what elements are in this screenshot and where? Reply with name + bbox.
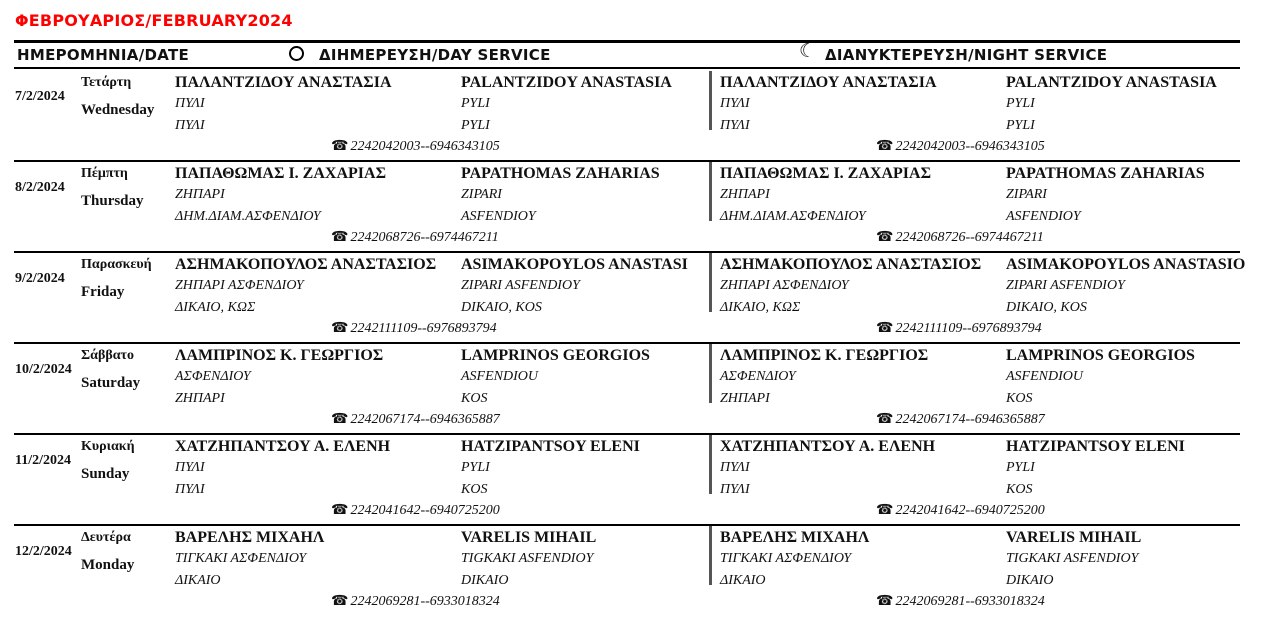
night-address-line1-latin: ASFENDIOU: [1006, 369, 1083, 384]
night-pharmacist-name-latin: ASIMAKOPOYLOS ANASTASIO: [1006, 256, 1246, 273]
table-row: [0, 433, 1272, 524]
day-address-line2-greek: ΠΥΛΙ: [175, 118, 205, 133]
night-pharmacist-name-latin: HATZIPANTSOY ELENI: [1006, 438, 1185, 455]
night-pharmacist-name-latin: PALANTZIDOY ANASTASIA: [1006, 74, 1217, 91]
day-address-line2-latin: DIKAIO, KOS: [461, 300, 542, 315]
night-address-line2-greek: ΔΗΜ.ΔΙΑΜ.ΑΣΦΕΝΔΙΟΥ: [720, 209, 866, 224]
day-address-line2-greek: ΖΗΠΑΡΙ: [175, 391, 225, 406]
weekday-greek: Πέμπτη: [81, 166, 128, 181]
night-phone: [876, 320, 1042, 337]
day-phone: [331, 502, 500, 519]
day-address-line1-greek: ΖΗΠΑΡΙ ΑΣΦΕΝΔΙΟΥ: [175, 278, 304, 293]
table-row: [0, 69, 1272, 160]
row-date: 11/2/2024: [15, 453, 72, 468]
night-pharmacist-name-greek: ΠΑΠΑΘΩΜΑΣ Ι. ΖΑΧΑΡΙΑΣ: [720, 165, 932, 182]
night-address-line2-latin: PYLI: [1006, 118, 1035, 133]
weekday-english: Wednesday: [81, 102, 155, 118]
night-address-line2-latin: KOS: [1006, 482, 1033, 497]
day-pharmacist-name-greek: ΑΣΗΜΑΚΟΠΟΥΛΟΣ ΑΝΑΣΤΑΣΙΟΣ: [175, 256, 437, 273]
weekday-greek: Τετάρτη: [81, 75, 132, 90]
day-address-line2-latin: PYLI: [461, 118, 490, 133]
row-separator: [14, 251, 1240, 253]
weekday-greek: Κυριακή: [81, 439, 135, 454]
header-top-rule: [14, 40, 1240, 43]
table-row: [0, 251, 1272, 342]
phone-number: 2242041642--6940725200: [350, 503, 500, 518]
weekday-greek: Δευτέρα: [81, 530, 131, 545]
day-pharmacist-name-greek: ΧΑΤΖΗΠΑΝΤΣΟΥ Α. ΕΛΕΝΗ: [175, 438, 391, 455]
phone-icon: ☎: [876, 502, 894, 518]
phone-number: 2242111109--6976893794: [350, 321, 497, 336]
phone-number: 2242067174--6946365887: [895, 412, 1045, 427]
table-row: [0, 524, 1272, 615]
night-phone: [876, 229, 1044, 246]
night-address-line1-latin: ZIPARI ASFENDIOY: [1006, 278, 1125, 293]
moon-icon: ☾: [799, 40, 817, 62]
night-pharmacist-name-latin: PAPATHOMAS ZAHARIAS: [1006, 165, 1205, 182]
day-pharmacist-name-latin: PAPATHOMAS ZAHARIAS: [461, 165, 660, 182]
night-pharmacist-name-latin: LAMPRINOS GEORGIOS: [1006, 347, 1195, 364]
day-address-line2-greek: ΔΙΚΑΙΟ: [175, 573, 221, 588]
night-pharmacist-name-greek: ΑΣΗΜΑΚΟΠΟΥΛΟΣ ΑΝΑΣΤΑΣΙΟΣ: [720, 256, 982, 273]
day-pharmacist-name-greek: ΠΑΛΑΝΤΖΙΔΟΥ ΑΝΑΣΤΑΣΙΑ: [175, 74, 392, 91]
phone-number: 2242042003--6946343105: [895, 139, 1045, 154]
page-title: ΦΕΒΡΟΥΑΡΙΟΣ/FEBRUARY2024: [15, 11, 293, 30]
day-address-line1-greek: ΠΥΛΙ: [175, 96, 205, 111]
night-address-line1-latin: ZIPARI: [1006, 187, 1047, 202]
night-address-line2-latin: ASFENDIOY: [1006, 209, 1081, 224]
row-separator: [14, 524, 1240, 526]
day-address-line1-greek: ΑΣΦΕΝΔΙΟΥ: [175, 369, 251, 384]
night-address-line2-greek: ΔΙΚΑΙΟ, ΚΩΣ: [720, 300, 801, 315]
day-pharmacist-name-latin: VARELIS MIHAIL: [461, 529, 597, 546]
phone-number: 2242041642--6940725200: [895, 503, 1045, 518]
row-date: 7/2/2024: [15, 89, 65, 104]
day-pharmacist-name-greek: ΛΑΜΠΡΙΝΟΣ Κ. ΓΕΩΡΓΙΟΣ: [175, 347, 384, 364]
night-address-line1-latin: PYLI: [1006, 96, 1035, 111]
day-address-line1-latin: ZIPARI ASFENDIOY: [461, 278, 580, 293]
row-separator: [14, 342, 1240, 344]
phone-icon: ☎: [331, 229, 349, 245]
phone-icon: ☎: [331, 411, 349, 427]
day-phone: [331, 138, 500, 155]
day-pharmacist-name-latin: HATZIPANTSOY ELENI: [461, 438, 640, 455]
night-pharmacist-name-greek: ΧΑΤΖΗΠΑΝΤΣΟΥ Α. ΕΛΕΝΗ: [720, 438, 936, 455]
night-pharmacist-name-greek: ΒΑΡΕΛΗΣ ΜΙΧΑΗΛ: [720, 529, 870, 546]
day-address-line2-latin: KOS: [461, 482, 488, 497]
night-address-line1-greek: ΠΥΛΙ: [720, 460, 750, 475]
column-divider: [709, 162, 712, 221]
column-divider: [709, 344, 712, 403]
night-address-line1-greek: ΤΙΓΚΑΚΙ ΑΣΦΕΝΔΙΟΥ: [720, 551, 852, 566]
phone-icon: ☎: [331, 320, 349, 336]
date-column-header: ΗΜΕΡΟΜΗΝΙΑ/DATE: [17, 46, 190, 64]
sun-icon: [289, 46, 304, 61]
day-phone: [331, 320, 497, 337]
day-pharmacist-name-latin: ASIMAKOPOYLOS ANASTASI: [461, 256, 688, 273]
day-address-line1-latin: TIGKAKI ASFENDIOY: [461, 551, 594, 566]
column-divider: [709, 71, 712, 130]
night-pharmacist-name-greek: ΠΑΛΑΝΤΖΙΔΟΥ ΑΝΑΣΤΑΣΙΑ: [720, 74, 937, 91]
row-date: 10/2/2024: [15, 362, 72, 377]
night-address-line1-latin: PYLI: [1006, 460, 1035, 475]
row-separator: [14, 433, 1240, 435]
night-address-line2-latin: DIKAIO: [1006, 573, 1054, 588]
day-address-line2-latin: DIKAIO: [461, 573, 509, 588]
day-address-line1-latin: ASFENDIOU: [461, 369, 538, 384]
weekday-greek: Παρασκευή: [81, 257, 152, 272]
weekday-english: Sunday: [81, 466, 130, 482]
weekday-greek: Σάββατο: [81, 348, 134, 363]
day-address-line1-latin: PYLI: [461, 460, 490, 475]
phone-icon: ☎: [876, 320, 894, 336]
phone-icon: ☎: [876, 411, 894, 427]
night-address-line2-greek: ΠΥΛΙ: [720, 482, 750, 497]
day-address-line1-latin: ZIPARI: [461, 187, 502, 202]
column-divider: [709, 526, 712, 585]
night-address-line1-greek: ΠΥΛΙ: [720, 96, 750, 111]
day-address-line2-greek: ΔΙΚΑΙΟ, ΚΩΣ: [175, 300, 256, 315]
day-phone: [331, 593, 500, 610]
row-date: 9/2/2024: [15, 271, 65, 286]
day-address-line2-latin: ASFENDIOY: [461, 209, 536, 224]
night-address-line2-latin: DIKAIO, KOS: [1006, 300, 1087, 315]
night-address-line2-greek: ΖΗΠΑΡΙ: [720, 391, 770, 406]
night-phone: [876, 138, 1045, 155]
weekday-english: Monday: [81, 557, 135, 573]
phone-number: 2242069281--6933018324: [350, 594, 500, 609]
table-header: [14, 40, 1240, 70]
phone-icon: ☎: [331, 502, 349, 518]
night-address-line1-latin: TIGKAKI ASFENDIOY: [1006, 551, 1139, 566]
day-phone: [331, 411, 500, 428]
night-address-line2-greek: ΠΥΛΙ: [720, 118, 750, 133]
night-address-line1-greek: ΖΗΠΑΡΙ: [720, 187, 770, 202]
day-address-line1-greek: ΤΙΓΚΑΚΙ ΑΣΦΕΝΔΙΟΥ: [175, 551, 307, 566]
day-address-line2-greek: ΠΥΛΙ: [175, 482, 205, 497]
night-phone: [876, 593, 1045, 610]
night-phone: [876, 411, 1045, 428]
day-address-line1-latin: PYLI: [461, 96, 490, 111]
night-phone: [876, 502, 1045, 519]
day-phone: [331, 229, 499, 246]
table-row: [0, 160, 1272, 251]
phone-icon: ☎: [331, 593, 349, 609]
table-row: [0, 342, 1272, 433]
day-address-line1-greek: ΖΗΠΑΡΙ: [175, 187, 225, 202]
night-address-line2-latin: KOS: [1006, 391, 1033, 406]
weekday-english: Friday: [81, 284, 125, 300]
night-service-header: ΔΙΑΝΥΚΤΕΡΕΥΣΗ/NIGHT SERVICE: [825, 46, 1108, 64]
night-pharmacist-name-greek: ΛΑΜΠΡΙΝΟΣ Κ. ΓΕΩΡΓΙΟΣ: [720, 347, 929, 364]
night-address-line2-greek: ΔΙΚΑΙΟ: [720, 573, 766, 588]
weekday-english: Thursday: [81, 193, 144, 209]
phone-icon: ☎: [876, 593, 894, 609]
row-date: 8/2/2024: [15, 180, 65, 195]
column-divider: [709, 253, 712, 312]
column-divider: [709, 435, 712, 494]
day-pharmacist-name-greek: ΒΑΡΕΛΗΣ ΜΙΧΑΗΛ: [175, 529, 325, 546]
day-address-line1-greek: ΠΥΛΙ: [175, 460, 205, 475]
phone-number: 2242042003--6946343105: [350, 139, 500, 154]
night-address-line1-greek: ΖΗΠΑΡΙ ΑΣΦΕΝΔΙΟΥ: [720, 278, 849, 293]
day-service-header: ΔΙΗΜΕΡΕΥΣΗ/DAY SERVICE: [319, 46, 551, 64]
day-address-line2-greek: ΔΗΜ.ΔΙΑΜ.ΑΣΦΕΝΔΙΟΥ: [175, 209, 321, 224]
phone-icon: ☎: [331, 138, 349, 154]
phone-number: 2242068726--6974467211: [350, 230, 499, 245]
day-pharmacist-name-greek: ΠΑΠΑΘΩΜΑΣ Ι. ΖΑΧΑΡΙΑΣ: [175, 165, 387, 182]
night-pharmacist-name-latin: VARELIS MIHAIL: [1006, 529, 1142, 546]
phone-icon: ☎: [876, 229, 894, 245]
phone-icon: ☎: [876, 138, 894, 154]
day-address-line2-latin: KOS: [461, 391, 488, 406]
weekday-english: Saturday: [81, 375, 141, 391]
phone-number: 2242069281--6933018324: [895, 594, 1045, 609]
phone-number: 2242068726--6974467211: [895, 230, 1044, 245]
night-address-line1-greek: ΑΣΦΕΝΔΙΟΥ: [720, 369, 796, 384]
day-pharmacist-name-latin: PALANTZIDOY ANASTASIA: [461, 74, 672, 91]
row-separator: [14, 160, 1240, 162]
row-date: 12/2/2024: [15, 544, 72, 559]
day-pharmacist-name-latin: LAMPRINOS GEORGIOS: [461, 347, 650, 364]
phone-number: 2242067174--6946365887: [350, 412, 500, 427]
phone-number: 2242111109--6976893794: [895, 321, 1042, 336]
